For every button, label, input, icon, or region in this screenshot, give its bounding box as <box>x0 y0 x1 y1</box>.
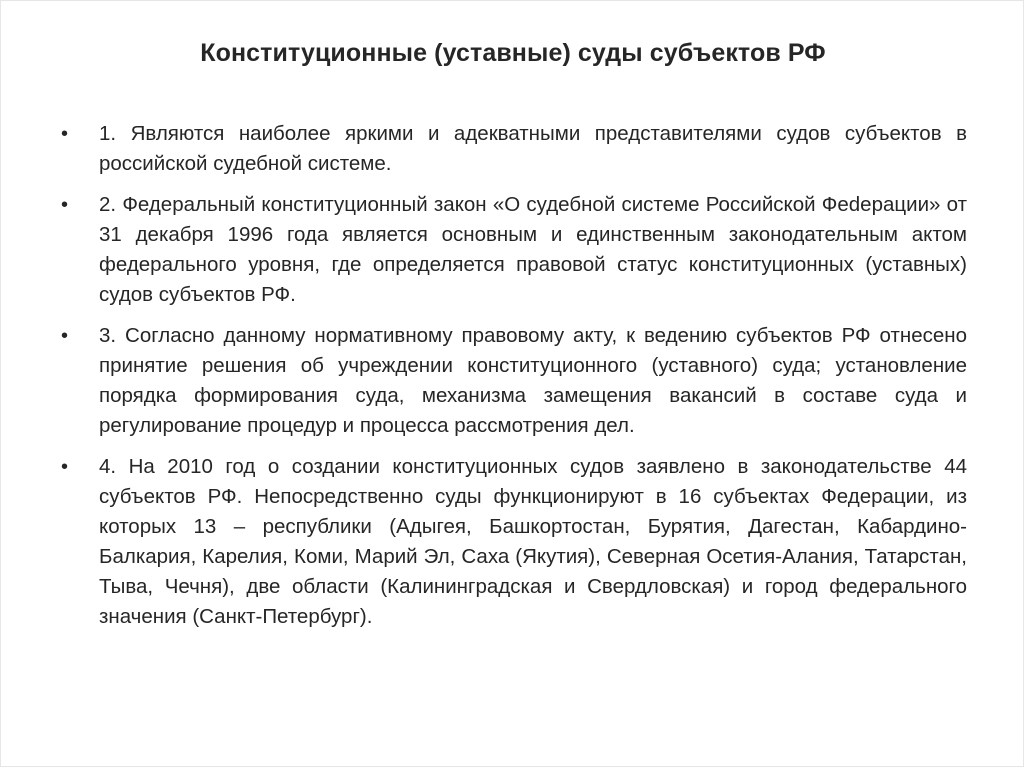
bullet-item-2 <box>57 190 967 310</box>
bullet-item-4 <box>57 452 967 632</box>
bullet-text: 1. Являются наиболее яркими и адекватными представителями судов субъектов в российской судебной системе. <box>99 122 967 175</box>
bullet-text: 2. Федеральный конституционный закон «О судебной системе Российской Феdерации» от 31 декабря 1996 года является основным и единственным законодательным актом федерального уровня, где определяется правовой статус конституционных (уставных) судов субъектов РФ. <box>99 193 967 306</box>
bullet-text: 4. На 2010 год о создании конституционных судов заявлено в законодательстве 44 субъектов РФ. Непосредственно суды функционируют в 16 субъектах Федерации, из которых 13 – республики (Адыгея, Башкортостан, Бурятия, Дагестан, Кабардино-Балкария, Карелия, Коми, Марий Эл, Саха (Якутия), Северная Осетия-Алания, Татарстан, Тыва, Чечня), две области (Калининградская и Свердловская) и город федерального значения (Санкт-Петербург). <box>99 455 967 628</box>
bullet-icon: • <box>61 123 69 145</box>
bullet-item-1 <box>57 119 967 179</box>
bullet-item-3 <box>57 321 967 441</box>
bullet-icon: • <box>61 456 69 478</box>
bullet-text: 3. Согласно данному нормативному правовому акту, к ведению субъектов РФ отнесено принятие решения об учреждении конституционного (уставного) суда; установление порядка формирования суда, механизма замещения вакансий в составе суда и регулирование процедур и процесса рассмотрения дел. <box>99 324 967 437</box>
slide-title: Конституционные (уставные) суды субъектов РФ <box>200 39 826 67</box>
bullet-icon: • <box>61 194 69 216</box>
bullet-list <box>57 119 967 643</box>
bullet-icon: • <box>61 325 69 347</box>
